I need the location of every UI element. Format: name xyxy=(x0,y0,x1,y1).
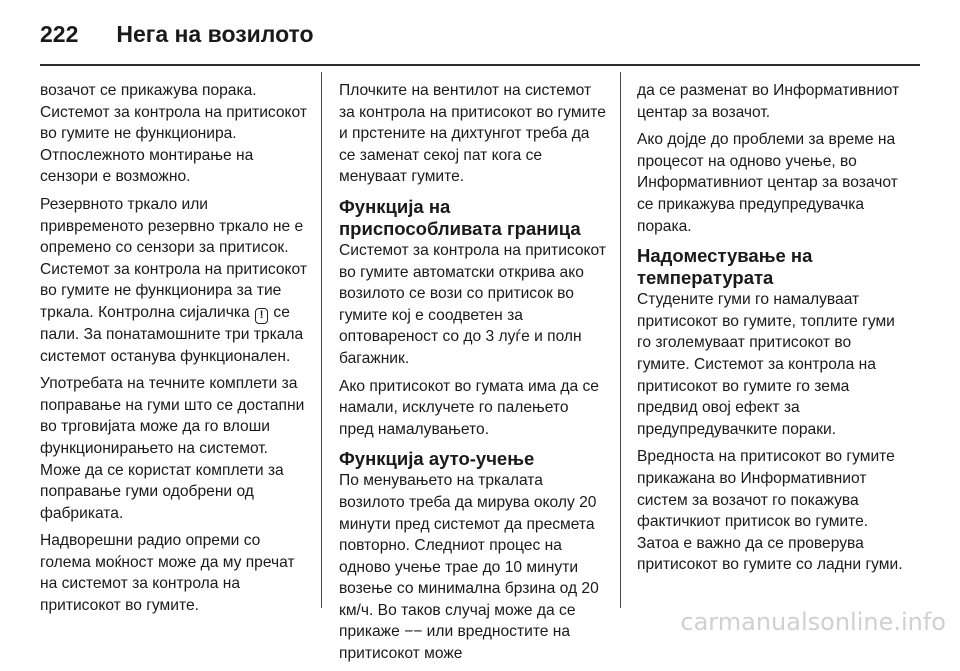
paragraph: Ако дојде до проблеми за време на процесот на одново учење, во Информативниот центар за возачот се прикажува предупредувачка порака. xyxy=(637,131,898,235)
paragraph: возачот се прикажува порака. Системот за контрола на притисокот во гумите не функционира. Отпослежното монтирање на сензори е возможно. xyxy=(40,82,308,186)
paragraph: Ако притисокот во гумата има да се намали, исклучете го палењето пред намалувањето. xyxy=(339,377,599,438)
paragraph: да се разменат во Информативниот центар за возачот. xyxy=(637,82,900,121)
header-rule xyxy=(40,64,920,66)
column-divider xyxy=(321,72,322,608)
watermark: carmanualsonline.info xyxy=(680,608,946,636)
column-divider xyxy=(620,72,621,608)
page-header xyxy=(40,14,314,54)
section-heading: Надоместување на температурата xyxy=(637,245,813,289)
paragraph: Системот за контрола на притисокот во гумите автоматски открива ако возилото се вози со притисок во гумите кој е соодветен за оптовареност со до 3 луѓе и полн багажник. xyxy=(339,241,607,367)
paragraph-text: се пали. За понатамошните три тркала системот останува функционален. xyxy=(40,303,304,365)
section-heading: Функција на приспособливата граница xyxy=(339,195,581,239)
paragraph: Надворешни радио опреми со голема моќност може да му пречат на системот за контрола на притисокот во гумите. xyxy=(40,532,295,615)
paragraph: По менувањето на тркалата возилото треба да мирува околу 20 минути пред системот да пресмета повторно. Следниот процес на одново учење трае до 10 минути возење со минимална брзина од 20 км/ч. Во таков случај може да се прикаже −− или вредностите на притисокот може xyxy=(339,472,599,663)
paragraph-text: Резервното тркало или привременото резервно тркало не е опремено со сензори за притисок. Системот за контрола на притисокот во гумите не функционира за тие тркала. Контролна сијаличка xyxy=(40,195,308,321)
paragraph xyxy=(40,194,308,367)
column-2 xyxy=(339,80,607,671)
paragraph: Вредноста на притисокот во гумите прикажана во Информативниот систем за возачот го покажува фактичкиот притисок во гумите. Затоа е важно да се проверува притисокот во гумите со ладни гуми. xyxy=(637,448,903,574)
page-title: Нега на возилото xyxy=(116,20,314,47)
column-1 xyxy=(40,80,308,623)
section-heading: Функција ауто-учење xyxy=(339,448,535,470)
tyre-pressure-warning-icon: ! xyxy=(255,308,268,324)
paragraph: Студените гуми го намалуваат притисокот во гумите, топлите гуми го зголемуваат притисокот во гумите. Системот за контрола на притисокот во гумите го зема предвид овој ефект за предупредувачките пораки. xyxy=(637,291,895,438)
page-number: 222 xyxy=(40,20,79,47)
column-3 xyxy=(637,80,905,582)
paragraph: Плочките на вентилот на системот за контрола на притисокот во гумите и прстените на дихтунгот треба да се заменат секој пат кога се менуваат гумите. xyxy=(339,82,606,186)
paragraph: Употребата на течните комплети за поправање на гуми што се достапни во трговијата може да го влоши функционирањето на системот. Може да се користат комплети за поправање гуми одобрени од фабриката. xyxy=(40,375,305,522)
